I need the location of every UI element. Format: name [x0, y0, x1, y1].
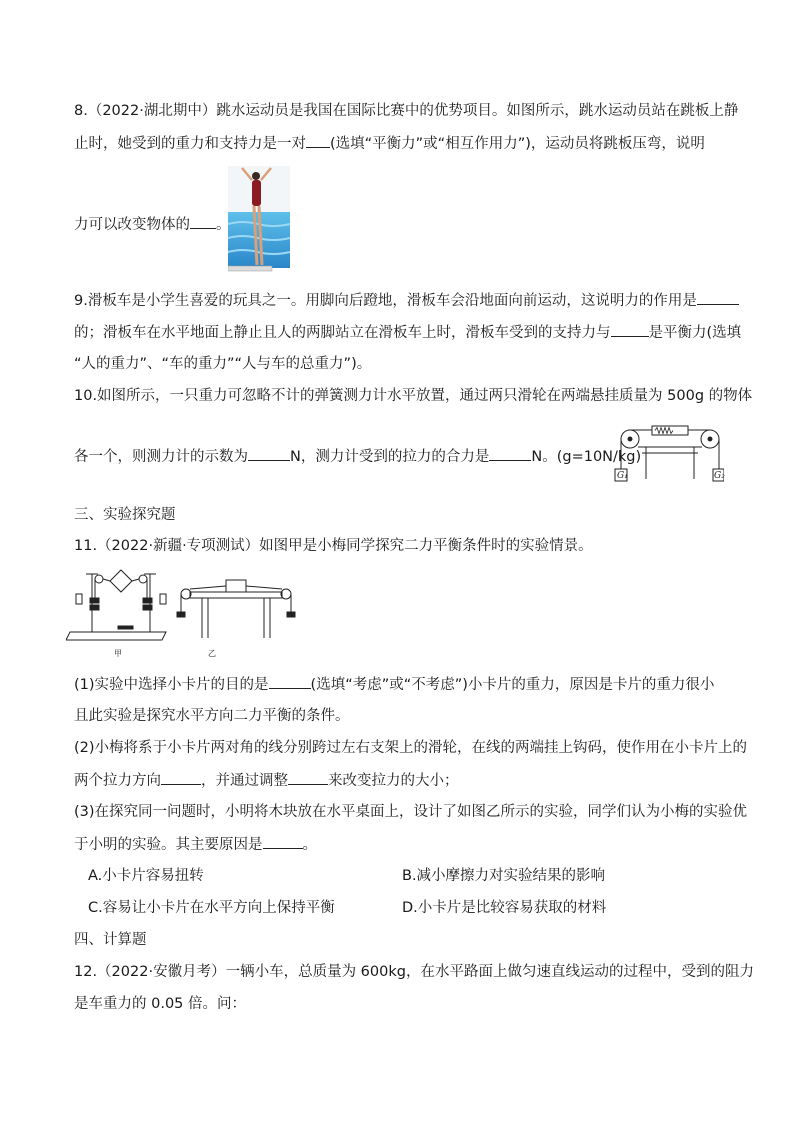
q11-part-3-line-2	[74, 834, 317, 855]
q11-option-d[interactable]: D.小卡片是比较容易获取的材料	[402, 900, 607, 916]
q10-answer-blank-1[interactable]	[248, 446, 290, 461]
diver-image	[228, 166, 290, 276]
q11-answer-blank-2[interactable]	[161, 770, 201, 785]
q9-answer-blank-2[interactable]	[611, 322, 649, 337]
q11-part-2-line-1: (2)小梅将系于小卡片两对角的线分别跨过左右支架上的滑轮，在线的两端挂上钩码，使作用在小卡片上的	[74, 740, 748, 756]
q9-answer-blank-1[interactable]	[697, 290, 739, 305]
q11-part-1-line-1	[74, 674, 714, 695]
q11-p1-text-b: (选填“考虑”或“不考虑”)小卡片的重力，原因是卡片的重力很小	[310, 677, 715, 693]
q11-p2-text-d: 来改变拉力的大小；	[328, 773, 459, 789]
q11-stem: 11.（2022·新疆·专项测试）如图甲是小梅同学探究二力平衡条件时的实验情景。	[74, 538, 593, 554]
q11-p3-text-b: 于小明的实验。其主要原因是	[74, 837, 263, 853]
q11-p3-text-c: 。	[302, 837, 317, 853]
q8-text-d: 。	[216, 217, 231, 233]
q10-text-c: N。(g=10N/kg)	[531, 449, 642, 465]
spring-scale-diagram	[614, 423, 724, 487]
g2-label: G₂	[714, 471, 725, 481]
q11-option-c[interactable]: C.容易让小卡片在水平方向上保持平衡	[88, 900, 335, 916]
section-title-4: 四、计算题	[74, 932, 147, 948]
q8-answer-blank-2[interactable]	[190, 214, 216, 229]
figure-label-yi: 乙	[208, 649, 216, 658]
q8-line-1: 8.（2022·湖北期中）跳水运动员是我国在国际比赛中的优势项目。如图所示，跳水运动员站在跳板上静	[74, 103, 739, 119]
q11-p2-text-c: ，并通过调整	[201, 773, 288, 789]
q11-p2-text-b: 两个拉力方向	[74, 773, 161, 789]
q10-line-1: 10.如图所示，一只重力可忽略不计的弹簧测力计水平放置，通过两只滑轮在两端悬挂质量为 500g 的物体	[74, 388, 753, 404]
q11-answer-blank-3[interactable]	[288, 770, 328, 785]
q10-text-a: 各一个，则测力计的示数为	[74, 449, 248, 465]
q12-line-2: 是车重力的 0.05 倍。问：	[74, 996, 247, 1012]
q12-line-1: 12.（2022·安徽月考）一辆小车，总质量为 600kg，在水平路面上做匀速直线运动的过程中，受到的阻力	[74, 964, 754, 980]
q10-text-b: N，测力计受到的拉力的合力是	[290, 449, 490, 465]
q9-line-1	[74, 290, 739, 311]
q8-answer-blank-1[interactable]	[306, 133, 330, 148]
q8-text-a: 止时，她受到的重力和支持力是一对	[74, 136, 306, 152]
q9-text-b: 的；滑板车在水平地面上静止且人的两脚站立在滑板车上时，滑板车受到的支持力与	[74, 325, 611, 341]
q9-line-2	[74, 322, 741, 343]
figure-label-jia: 甲	[114, 649, 122, 658]
g1-label: G₁	[617, 471, 628, 481]
q11-answer-blank-1[interactable]	[269, 674, 311, 689]
q8-text-c: 力可以改变物体的	[74, 217, 190, 233]
q11-option-a[interactable]: A.小卡片容易扭转	[88, 868, 204, 884]
q11-part-1-line-2: 且此实验是探究水平方向二力平衡的条件。	[74, 708, 350, 724]
experiment-figure-jia	[66, 568, 170, 660]
q9-text-a: 9.滑板车是小学生喜爱的玩具之一。用脚向后蹬地，滑板车会沿地面向前运动，这说明力的作用是	[74, 293, 697, 309]
q11-p1-text-a: (1)实验中选择小卡片的目的是	[74, 677, 269, 693]
q11-answer-blank-4[interactable]	[263, 834, 303, 849]
q8-text-b: (选填“平衡力”或“相互作用力”)，运动员将跳板压弯，说明	[330, 136, 705, 152]
q10-answer-blank-2[interactable]	[489, 446, 531, 461]
q11-option-b[interactable]: B.减小摩擦力对实验结果的影响	[402, 868, 606, 884]
q9-text-c: 是平衡力(选填	[648, 325, 742, 341]
q11-part-3-line-1: (3)在探究同一问题时，小明将木块放在水平桌面上，设计了如图乙所示的实验，同学们认为小梅的实验优	[74, 804, 748, 820]
q10-line-2	[74, 446, 641, 467]
q11-part-2-line-2	[74, 770, 459, 791]
q8-line-3	[74, 214, 231, 235]
q8-line-2	[74, 133, 705, 154]
section-title-3: 三、实验探究题	[74, 507, 176, 523]
experiment-figure-yi	[172, 574, 300, 664]
q9-line-3: “人的重力”、“车的重力”“人与车的总重力”)。	[74, 356, 372, 372]
